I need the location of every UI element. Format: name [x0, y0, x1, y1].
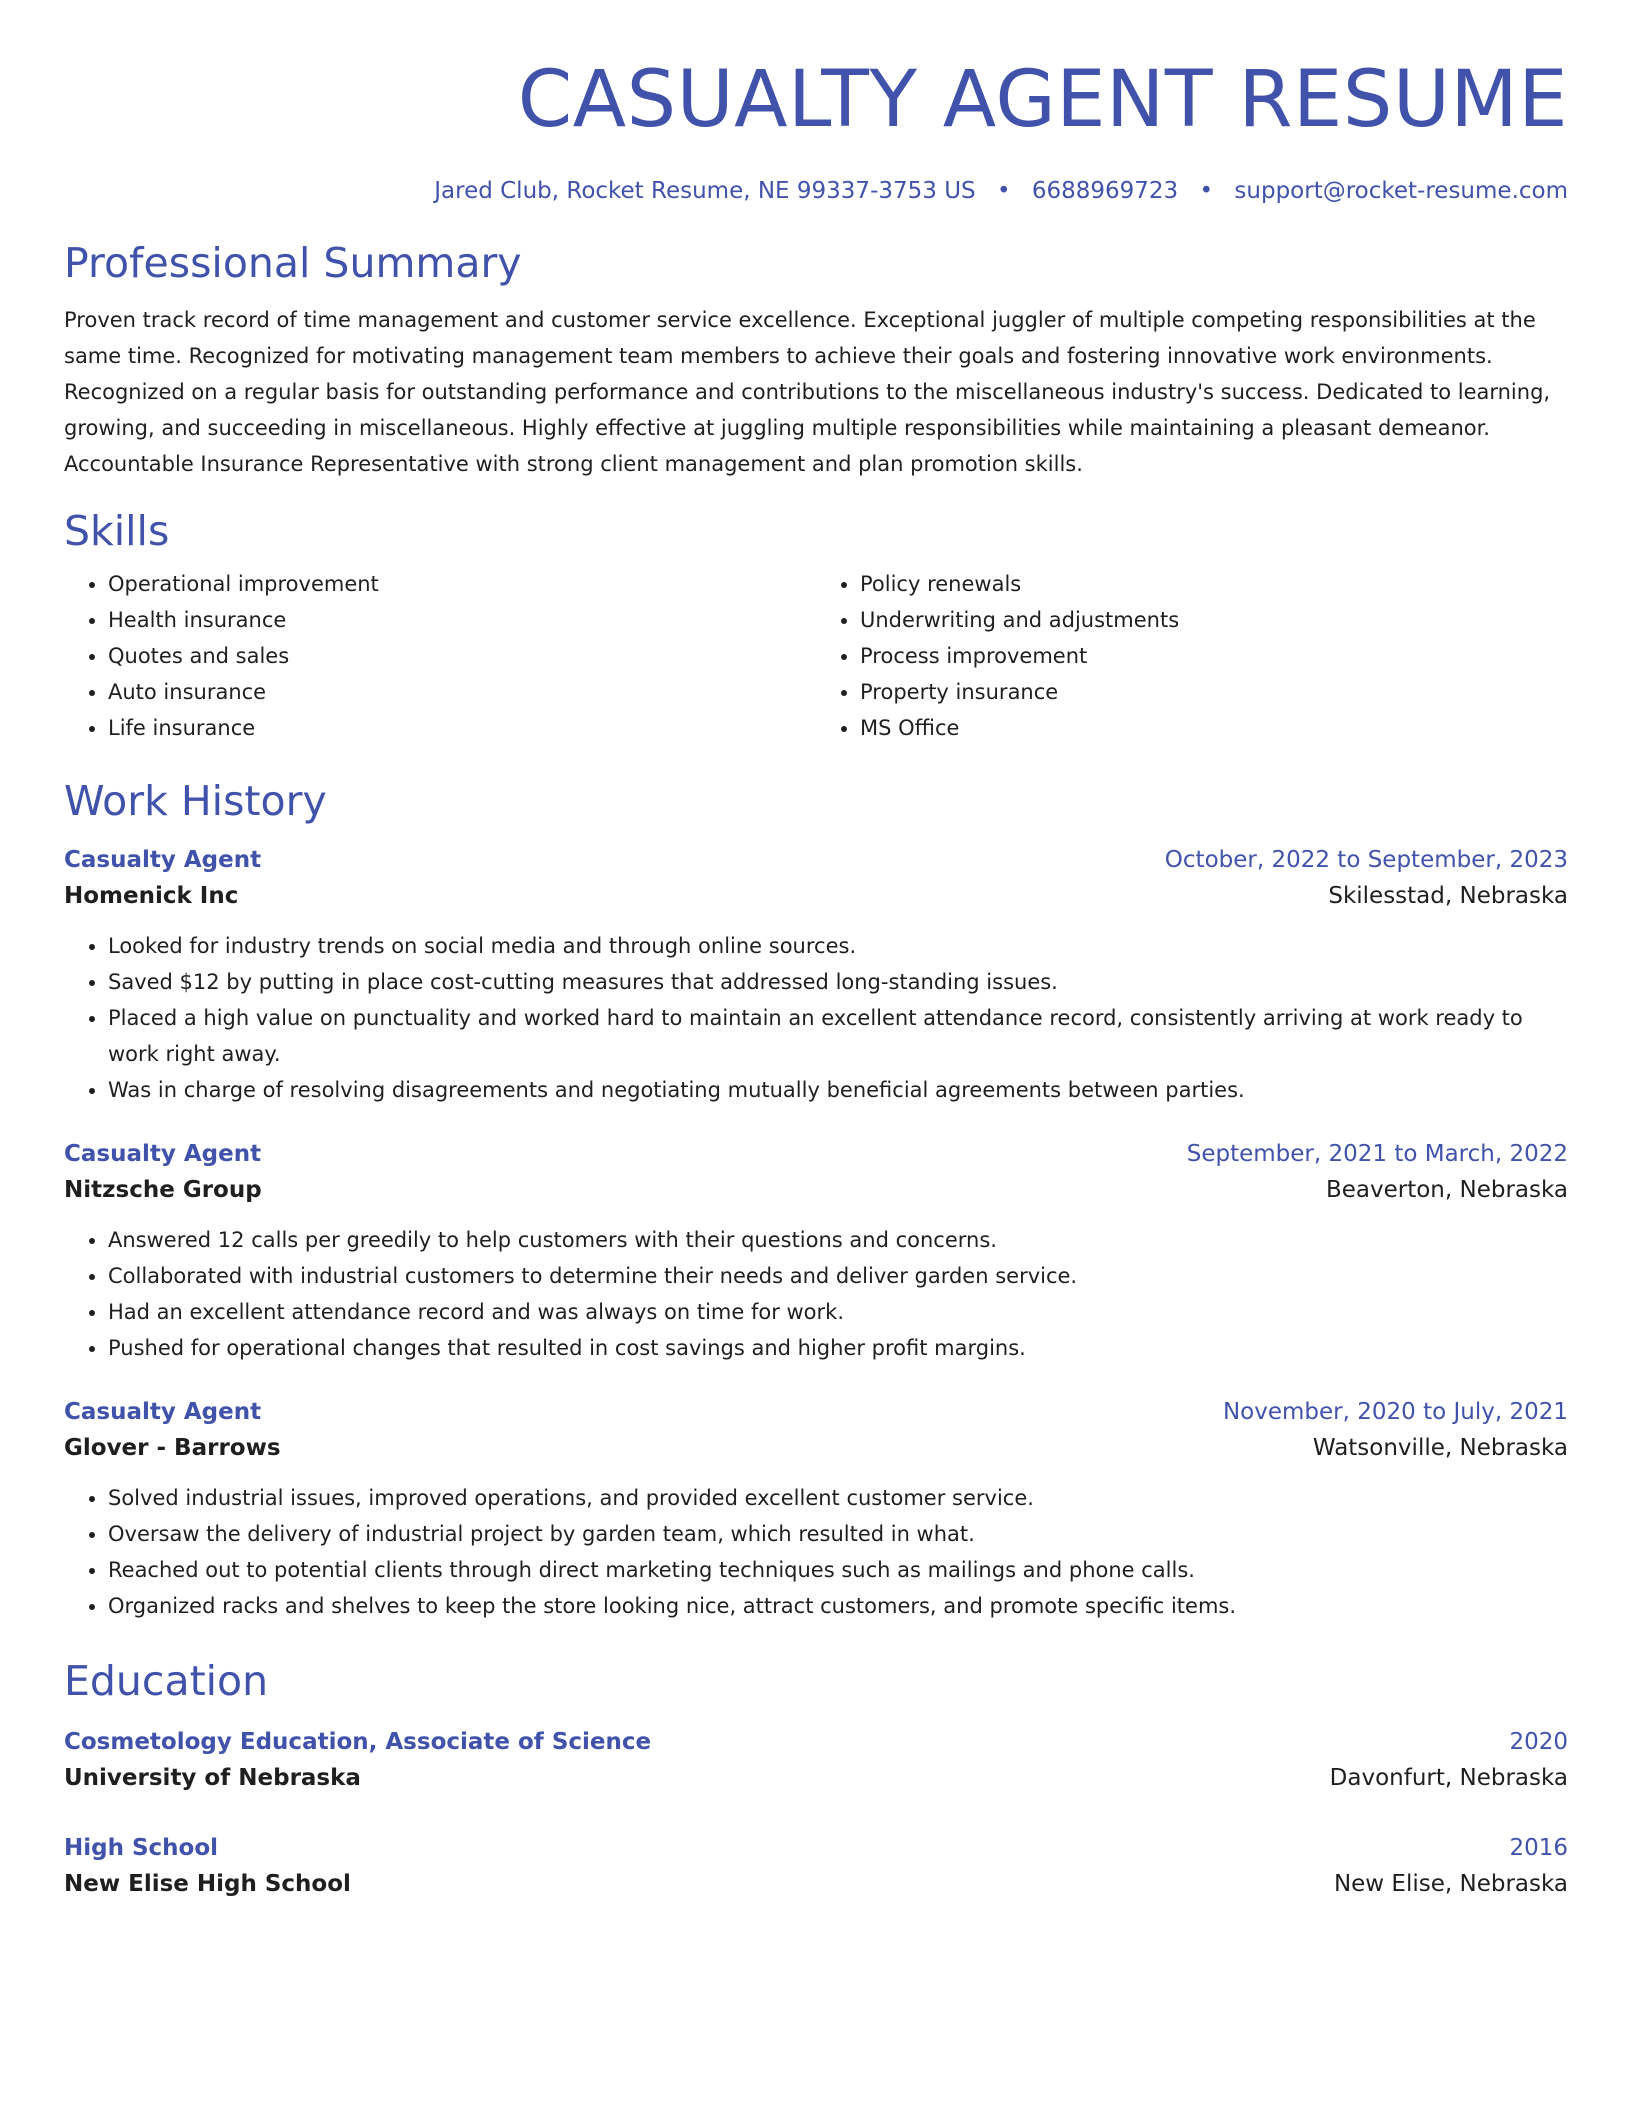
education-school: New Elise High School [64, 1871, 351, 1897]
work-history-heading: Work History [64, 777, 327, 825]
contact-address: Jared Club, Rocket Resume, NE 99337-3753 US [434, 178, 976, 204]
job-bullet: • Pushed for operational changes that resulted in cost savings and higher profit margins. [108, 1330, 1568, 1366]
skill-item: • Policy renewals [860, 566, 1568, 602]
education-year: 2020 [1509, 1729, 1568, 1755]
education-entry [64, 1830, 1568, 1902]
job-header [64, 842, 1568, 878]
job-company: Glover - Barrows [64, 1435, 281, 1461]
education-heading: Education [64, 1657, 269, 1705]
job-bullets [64, 1222, 1568, 1366]
job-entry [64, 842, 1568, 1108]
job-dates: September, 2021 to March, 2022 [1186, 1141, 1568, 1167]
skills-column-right [816, 566, 1568, 746]
job-bullet: • Oversaw the delivery of industrial project by garden team, which resulted in what. [108, 1516, 1568, 1552]
job-location: Skilesstad, Nebraska [1328, 883, 1568, 909]
skill-item: • Quotes and sales [108, 638, 816, 674]
job-bullet: • Answered 12 calls per greedily to help customers with their questions and concerns. [108, 1222, 1568, 1258]
contact-email: support@rocket-resume.com [1234, 178, 1568, 204]
skill-item: • Process improvement [860, 638, 1568, 674]
job-header [64, 1136, 1568, 1172]
skill-item: • Property insurance [860, 674, 1568, 710]
job-company: Homenick Inc [64, 883, 239, 909]
job-dates: November, 2020 to July, 2021 [1222, 1399, 1568, 1425]
education-header [64, 1724, 1568, 1760]
job-subheader [64, 1172, 1568, 1208]
contact-phone: 6688969723 [1031, 178, 1179, 204]
job-bullets [64, 928, 1568, 1108]
job-bullet: • Saved $12 by putting in place cost-cutting measures that addressed long-standing issues. [108, 964, 1568, 1000]
job-role: Casualty Agent [64, 847, 262, 873]
contact-line [64, 176, 1568, 206]
summary-text: Proven track record of time management and customer service excellence. Exceptional juggler of multiple competing responsibilities at the same time. Recognized for motivating management team members to achieve their goals and fostering innovative work environments. Recognized on a regular basis for outstanding performance and contributions to the miscellaneous industry's success. Dedicated to learning, growing, and succeeding in miscellaneous. Highly effective at juggling multiple responsibilities while maintaining a pleasant demeanor. Accountable Insurance Representative with strong client management and plan promotion skills. [64, 308, 1551, 476]
skills-column-left [64, 566, 816, 746]
job-bullets [64, 1480, 1568, 1624]
skill-item: • Operational improvement [108, 566, 816, 602]
contact-separator: • [996, 178, 1011, 204]
job-role: Casualty Agent [64, 1141, 262, 1167]
job-dates: October, 2022 to September, 2023 [1164, 847, 1568, 873]
education-year: 2016 [1509, 1835, 1568, 1861]
job-location: Beaverton, Nebraska [1325, 1177, 1568, 1203]
job-company: Nitzsche Group [64, 1177, 262, 1203]
skill-item: • Health insurance [108, 602, 816, 638]
education-degree: Cosmetology Education, Associate of Science [64, 1729, 652, 1755]
job-bullet: • Solved industrial issues, improved operations, and provided excellent customer service. [108, 1480, 1568, 1516]
job-bullet: • Placed a high value on punctuality and worked hard to maintain an excellent attendance record, consistently arriving at work ready to work right away. [108, 1000, 1568, 1072]
skill-item: • Life insurance [108, 710, 816, 746]
resume-header [64, 44, 1568, 206]
education-degree: High School [64, 1835, 219, 1861]
job-header [64, 1394, 1568, 1430]
skills-heading: Skills [64, 507, 170, 555]
education-location: Davonfurt, Nebraska [1329, 1765, 1568, 1791]
education-subheader [64, 1760, 1568, 1796]
job-bullet: • Had an excellent attendance record and was always on time for work. [108, 1294, 1568, 1330]
skill-item: • Underwriting and adjustments [860, 602, 1568, 638]
education-entry [64, 1724, 1568, 1796]
education-location: New Elise, Nebraska [1333, 1871, 1568, 1897]
skill-item: • MS Office [860, 710, 1568, 746]
job-bullet: • Organized racks and shelves to keep the store looking nice, attract customers, and promote specific items. [108, 1588, 1568, 1624]
skills-list [64, 566, 1568, 746]
job-role: Casualty Agent [64, 1399, 262, 1425]
job-entry [64, 1136, 1568, 1366]
job-subheader [64, 878, 1568, 914]
job-bullet: • Reached out to potential clients through direct marketing techniques such as mailings and phone calls. [108, 1552, 1568, 1588]
job-bullet: • Looked for industry trends on social media and through online sources. [108, 928, 1568, 964]
skill-item: • Auto insurance [108, 674, 816, 710]
education-subheader [64, 1866, 1568, 1902]
job-bullet: • Collaborated with industrial customers to determine their needs and deliver garden service. [108, 1258, 1568, 1294]
education-header [64, 1830, 1568, 1866]
job-entry [64, 1394, 1568, 1624]
job-location: Watsonville, Nebraska [1312, 1435, 1568, 1461]
resume-title: CASUALTY AGENT RESUME [517, 55, 1568, 145]
education-school: University of Nebraska [64, 1765, 361, 1791]
job-subheader [64, 1430, 1568, 1466]
contact-separator: • [1199, 178, 1214, 204]
job-bullet: • Was in charge of resolving disagreements and negotiating mutually beneficial agreements between parties. [108, 1072, 1568, 1108]
summary-heading: Professional Summary [64, 239, 522, 287]
